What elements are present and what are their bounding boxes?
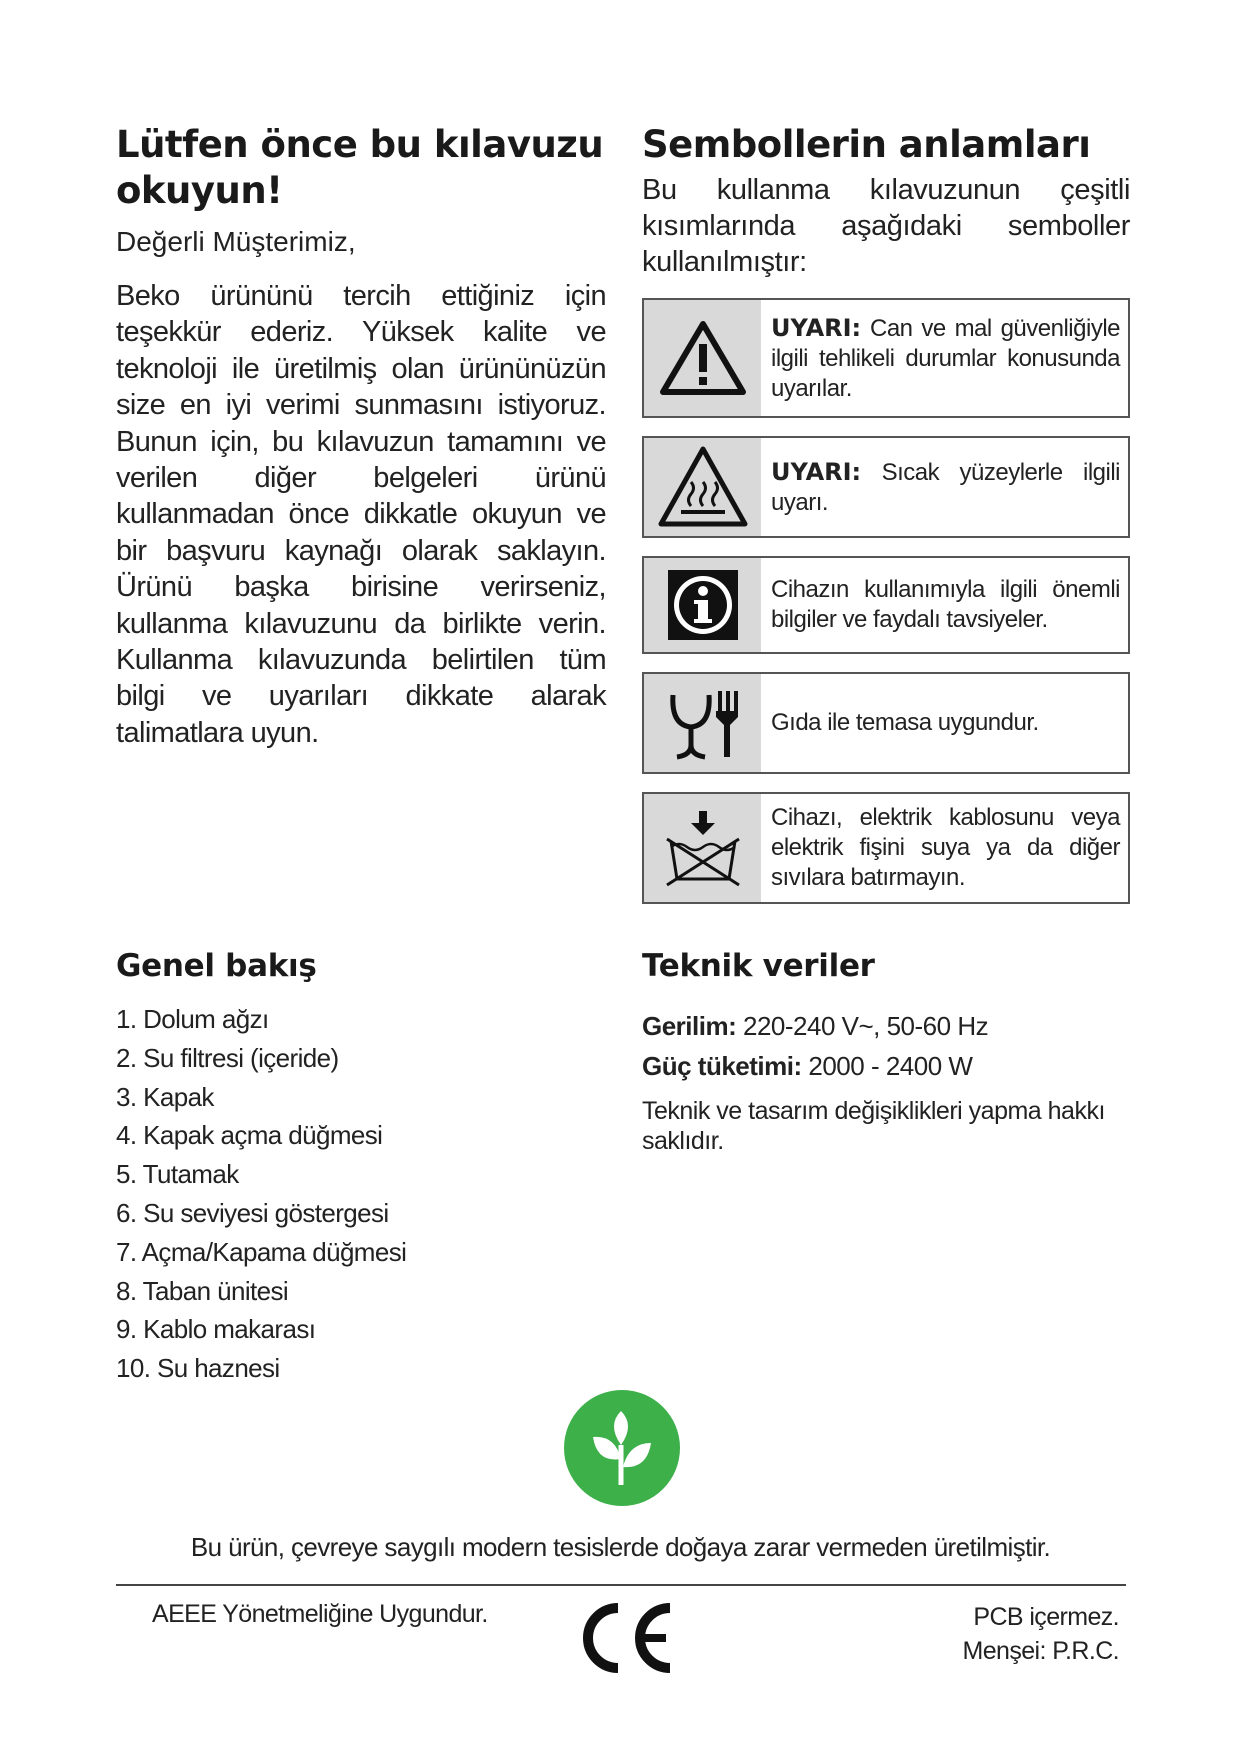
overview-section — [116, 946, 606, 1388]
voltage-label: Gerilim: — [642, 1011, 737, 1041]
list-item: 2. Su filtresi (içeride) — [116, 1042, 339, 1073]
info-icon — [644, 558, 761, 652]
warning-triangle-icon — [644, 300, 761, 416]
symbol-text: Sıcak yüzeylerle ilgili uyarı. — [771, 458, 1120, 516]
eco-statement: Bu ürün, çevreye saygılı modern tesislerde doğaya zarar vermeden üretilmiştir. — [190, 1532, 1051, 1562]
footer-divider — [116, 1584, 1126, 1586]
list-item: 9. Kablo makarası — [116, 1314, 316, 1345]
intro-body: Beko ürününü tercih ettiğiniz için teşekkür ederiz. Yüksek kalite ve teknoloji ile üretilmiş olan ürününüzün size en iyi verimi sunmasını istiyoruz. Bunun için, bu kılavuzun tamamını ve verilen diğer belgeleri ürünü kullanmadan önce dikkatle okuyun ve bir başvuru kaynağı olarak saklayın. Ürünü başka birisine verirseniz, kullanma kılavuzunu da birlikte verin. Kullanma kılavuzunda belirtilen tüm bilgi ve uyarıları dikkate alarak talimatlara uyun. — [116, 280, 606, 749]
greeting: Değerli Müşterimiz, — [116, 226, 356, 257]
list-item: 5. Tutamak — [116, 1159, 239, 1190]
footer-right — [963, 1600, 1119, 1668]
eco-leaf-icon — [563, 1389, 681, 1507]
voltage-value: 220-240 V~, 50-60 Hz — [742, 1011, 989, 1041]
symbol-text: Cihazı, elektrik kablosunu veya elektrik fişini suya ya da diğer sıvılara batırmayın. — [771, 804, 1120, 891]
weee-compliance: AEEE Yönetmeliğine Uygundur. — [152, 1600, 488, 1628]
hot-surface-icon — [644, 438, 761, 536]
power-row — [642, 1046, 1130, 1086]
symbol-text: Can ve mal güvenliğiyle ilgili tehlikeli durumlar konusunda uyarılar. — [771, 314, 1120, 402]
symbol-info-box — [642, 556, 1130, 654]
pcb-note: PCB içermez. — [973, 1603, 1119, 1631]
list-item: 8. Taban ünitesi — [116, 1275, 289, 1306]
voltage-row — [642, 1006, 1130, 1046]
list-item: 3. Kapak — [116, 1081, 214, 1112]
symbol-do-not-immerse-box — [642, 792, 1130, 904]
symbols-section — [642, 122, 1130, 922]
tech-note: Teknik ve tasarım değişiklikleri yapma hakkı saklıdır. — [642, 1097, 1105, 1155]
list-item: 10. Su haznesi — [116, 1353, 280, 1384]
list-item: 6. Su seviyesi göstergesi — [116, 1197, 389, 1228]
symbol-hot-surface-box — [642, 436, 1130, 538]
overview-heading: Genel bakış — [116, 948, 317, 984]
power-value: 2000 - 2400 W — [808, 1051, 973, 1081]
intro-section — [116, 122, 606, 751]
symbol-text: Gıda ile temasa uygundur. — [771, 709, 1039, 736]
symbol-warning-box — [642, 298, 1130, 418]
list-item: 4. Kapak açma düğmesi — [116, 1120, 383, 1151]
symbol-food-contact-box — [642, 672, 1130, 774]
overview-list — [116, 1000, 606, 1388]
symbol-label: UYARI: — [771, 457, 862, 486]
food-contact-icon — [644, 674, 761, 772]
ce-mark-icon — [570, 1600, 678, 1676]
tech-heading: Teknik veriler — [642, 948, 875, 984]
intro-heading: Lütfen önce bu kılavuzu okuyun! — [116, 123, 604, 212]
origin-note: Menşei: P.R.C. — [962, 1637, 1119, 1665]
symbol-label: UYARI: — [771, 313, 862, 342]
symbol-text: Cihazın kullanımıyla ilgili önemli bilgiler ve faydalı tavsiyeler. — [771, 576, 1120, 633]
list-item: 1. Dolum ağzı — [116, 1004, 269, 1034]
power-label: Güç tüketimi: — [642, 1051, 802, 1081]
list-item: 7. Açma/Kapama düğmesi — [116, 1236, 407, 1267]
symbols-intro: Bu kullanma kılavuzunun çeşitli kısımlarında aşağıdaki semboller kullanılmıştır: — [642, 174, 1130, 278]
symbols-heading: Sembollerin anlamları — [642, 123, 1091, 166]
tech-section — [642, 946, 1130, 1156]
do-not-immerse-icon — [644, 794, 761, 902]
